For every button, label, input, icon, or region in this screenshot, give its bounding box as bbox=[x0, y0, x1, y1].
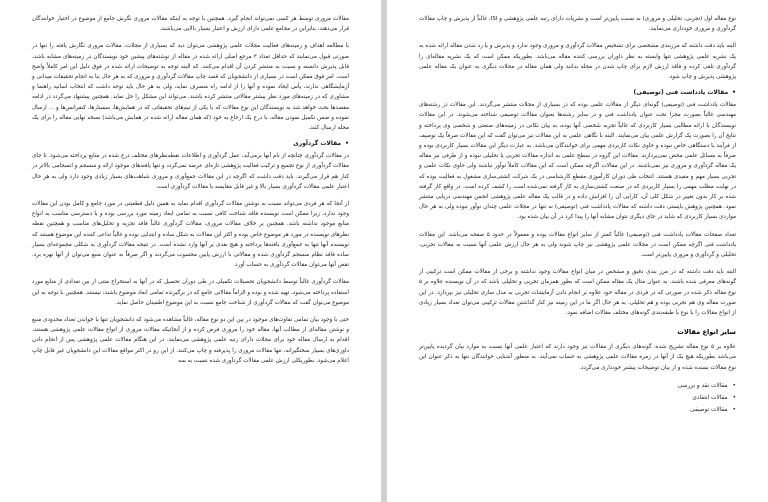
paragraph: مقالات یادداشت فنی (توصیفی) گونه‌ای دیگر از مقالات علمی بوده که در بسیاری از مجلات منتشر می‌گردند. این مقالات در رشته‌های مهندسی غالباً بصورت مجزا تحت عنوان یادداشت فنی و در سایر رشته‌ها بعنوان مقالات توصیفی شناخته می‌شوند. در این مقالات نویسندگان با ارائه مطالبی بسیار کاربردی که غالباً تجربه شخصی آنها بوده، به بیان نکاتی در زمینه‌های صنعتی و شخصی وی پرداخته و نتایج آن را بصورت یک گزارش علمی بیان می‌نمایند. البته با نگاهی علمی به این مقالات نیز می‌توان گفت که این مقالات صرفاً یک توصیف از فرآیند یا دستگاهی خاص نبوده و حاوی نکات کاربردی مهمی برای خوانندگان می‌باشد. به عبارت دیگر این مقالات بسیار کاربردی بوده و صرفاً به مسائل علمی محض نمی‌پردازند. مقالات این گروه در سطح علمی به اندازه مقالات تجربی یا تحلیلی نبوده و از طرفی نیز مقاله یک مقاله گردآوری و مروری نیز نمی‌باشند. در این مقالات اگرچه ممکن است که این مقالات کاملاً نوآور نباشند ولی حاوی نکات علمی و تجربی بسیار مهم و مفیدی هستند. انتخاب طی دوران کارآموزی مقطع کارشناسی در یک شرکت کشتی‌سازی مشغول به فعالیت بوده که در نهایت مطلب مهمی را بسیار کاربردی که در صنعت کشتی‌سازی به کار گرفته نمی‌شده است را کشف کرده است. در واقع کار گرفته شده بر کار بدون تغییر در شکل کلی آن، کارایی آن را افزایش داده و در قالب یک مقاله علمی پژوهشی انجمن مهندسی دریایی منتشر نمود. همچنین پژوهش بایستی دقت داشته که مقالات یادداشت فنی (توصیفی) نه تنها در مجلات علمی چندان نوآور نبوده ولی به هر حال مواردی بسیار کاربردی که شاید در جای دیگری نتوان مشابه آنها را پیدا کرد در آن بیان شده بود. bbox=[419, 102, 736, 221]
subsection-heading: • مقالات یادداشت فنی (توصیفی) bbox=[419, 89, 736, 96]
left-page-body bbox=[32, 14, 349, 366]
right-page bbox=[387, 0, 768, 502]
left-page bbox=[0, 0, 381, 502]
list-item: • مقالات انتقادی bbox=[419, 392, 736, 404]
list-item: • مقالات توصیفی bbox=[419, 404, 736, 416]
list-item: • مقالات نقد و بررسی bbox=[419, 380, 736, 392]
paragraph: در مقالات گردآوری چنانچه از نام آنها برمی‌آید، عمل گردآوری و اطلاعات نقطه‌نظرهای مختلف درج شده در منابع پرداخته می‌شود. تا جای مقالات گردآوری از نوع تجمیع و ترکیب فعالیت پژوهشی تازه‌ای عرضه نمی‌گردد و تنها یافته‌های موجود ارائه و منسجم و انسجامی بالاتر در کنار هم قرار می‌گیرند. باید دقت داشت که اگرچه در این مقالات جمع‌آوری و مروری شباهت‌های بسیار زیادی وجود دارد ولی به هر حال اعتبار علمی مقالات گردآوری بسیار بالا و غیر قابل مقایسه با مقالات گردآوری است. bbox=[32, 153, 349, 190]
right-page-body bbox=[419, 14, 736, 373]
paragraph: با مطالعه اهداف و زمینه‌های فعالیت مجلات علمی پژوهشی می‌توان دید که بسیاری از مجلات، مقالات مروری نگارش یافته را تنها در صورتی قبول می‌نمایند که حداقل تعداد ۳ مرجع اصلی ارائه شده در مقاله از نوشته‌های پیشین خود نویسندگان در زمینه‌های مشابه باشد، قابل پذیرش دانسته و نسبت به منتشر کردن آن اقدام می‌کنند. که البته توجه به توضیحات ارائه شده در فوق دلیل این امر کاملاً واضح است. امر فوق ممکن است در بسیاری از دانشجویان که قصد چاپ مقالات گردآوری و مروری که به هر حال بنا به انجام تحقیقات میدانی و آزمایشگاهی ندارند، یأس ایجاد نموده و آنها را از ادامه راه منصرف نماید، ولی به هر حال باید توجه داشت که انتخاب اساتید راهنما و مشاوری که در زمینه‌های مورد نظر پیشتر مقالاتی منتشر کرده باشند، می‌تواند این مشکل را حل نماید. همچنین پیشنهاد می‌گردد در ادامه مقصد‌ها بحث خواهد شد به نویسندگان این نوع مقالات که با یکی از تیم‌های تحقیقاتی که در همایش‌ها، سمینارها، کنفرانس‌ها و ... ارسال نموده و ضمن تکمیل نمودن مقاله، با درج یک ارجاع به خود (که همان مقاله ارائه شده در همایش می‌باشد) نسخه نهایی مقاله را برای یک مجله ارسال کنند. bbox=[32, 43, 349, 132]
paragraph: حتی با وجود بیان تمامی تفاوت‌های موجود در بین این دو نوع مقاله، غالباً مشاهده می‌شود که دانشجویان تنها با خواندن تعداد محدودی منبع و نوشتن مقاله‌ای از مطالب آنها، مقاله خود را مروری فرض کرده و از آنجائیکه مقالات مروری از انواع مقالات علمی پژوهشی هستند، اقدام به ارسال مقاله خود برای مجلات دارای رتبه علمی پژوهشی می‌نمایند. در این هنگام مقالات علمی پژوهشی پس از انجام دادن داوری‌های بسیار سختگیرانه، تنها مقالات مروری را پذیرفته و چاپ می‌کنند. از این رو در اکثر مواقع مقالات این دانشجویان غیر قابل چاپ اعلام می‌شود. بطوریکلی ارزش علمی مقالات گردآوری شده نسبت به سه bbox=[32, 317, 349, 364]
paragraph: البته باید دقت داشته که مرزبندی مشخصی برای تشخیص مقالات گردآوری و مروری وجود ندارد و پذیرش و یا رد شدن مقاله ارائه شده به یک نشریه علمی پژوهشی تنها وابسته به نظر داوران بررسی کننده مقاله می‌باشد. بطوریکه ممکن است که یک نشریه مقاله‌ای را گردآوری تلقی کرده و فاقد ارزش لازم برای چاپ شدن در مجله بدانند ولی همان مقاله در مجلات دیگری به عنوان یک مقاله علمی پژوهشی پذیرش و چاپ شود. bbox=[419, 43, 736, 81]
paragraph: نوع مقاله اول (تجربی، تحلیلی و مروری) به نسبت پایین‌تر است و نشریات دارای رتبه علمی پژوهشی و ISI، غالباً از پذیرش و چاپ مقالات گردآوری و مروری خودداری می‌نمایند. bbox=[419, 16, 736, 33]
paragraph: مقالات مروری توسط هر کسی نمی‌تواند انجام گیرد. همچنین با توجه به اینکه مقالات مروری نگرش جامع از موضوع در اختیار خوانندگان قرار می‌دهند، بنابراین در مجامع علمی دارای ارزش و اعتبار بسیار بالایی می‌باشند. bbox=[32, 16, 349, 33]
paragraph: علاوه بر ۵ نوع مقاله تشریح شده، گونه‌های دیگری از مقالات نیز وجود دارند که اعتبار علمی آنها نسبت به موارد بیان گردیده پایین‌تر می‌باشد بطوریکه هیچ یک از آنها در زمره مقالات علمی پژوهشی به حساب نمی‌آیند. به منظور آشنایی خوانندگان تنها به ذکر عنوان این نوع مقالات بسنده شده و از بیان توضیحات بیشتر خودداری می‌گردد. bbox=[419, 344, 736, 371]
paragraph: از آنجا که هر فردی می‌تواند نسبت به نوشتن مقالات گردآوری اقدام نماید به همین دلیل قطعیتی در مورد جامع و کامل بودن این مقالات وجود ندارد، زیرا ممکن است نویسنده فاقد شناخت کافی نسبت به تمامی ابعاد زمینه مورد بررسی بوده و یا دسترسی مناسب به انواع منابع موجود نداشته باشد. همچنین بر خلاف مقالات مروری، مقالات گردآوری غالباً فاقد تجزیه و تحلیل‌های مناسب و همچنین نقطه نظرهای نویسنده در مورد هر موضوع خاص بوده و اکثر این مقالات به شکل ساده و ابتدایی بوده و غالباً تداعی کننده این موضوع هستند که نویسنده آنها تنها به جمع‌آوری یافته‌ها پرداخته و هیچ نقدی بر آنها وارد نشده است. در نتیجه مقالات گردآوری به شکلی مجموعه‌ای بسیار ساده فاقد نظام منسجم گردآوری شده و مقالاتی با ارزش پایین محسوب می‌گردند و اگر صرفاً به عنوان منبع می‌توان از آنها بهره برد. نقض آنها می‌توان مقالات گردآوری به حساب آورد. bbox=[32, 201, 349, 269]
section-heading: سایر انواع مقالات bbox=[677, 328, 736, 337]
paragraph: تعداد صفحات مقالات یادداشت فنی (توصیفی) غالباً کمتر از سایر انواع مقالات بوده و معمولاً در حدود ۵ صفحه می‌باشد. این مقالات یادداشت فنی اگرچه ممکن است در مجلات علمی پژوهشی نیز چاپ شوند ولی به هر حال ارزش علمی آنها نسبت به مقالات تجربی، تحلیلی و گردآوری و مروری پایین‌تر است. bbox=[419, 231, 737, 259]
subsection-heading: • مقالات گردآوری bbox=[32, 140, 349, 147]
other-types-list bbox=[419, 380, 736, 416]
paragraph: مقالات گردآوری غالباً توسط دانشجویان تحصیلات تکمیلی در طی دوران تحصیل که در آنها به استخراج متنی از بین تعدادی از منابع مورد استفاده پرداخته می‌شود، تهیه شده و بوده و الزاماً مقالاتی جامع که در برگیرنده تمامی ابعاد موضوع باشند، نیستند. همچنین با توجه به این موضوع می‌توان گفت که مقالات گردآوری از شناخت جامع نسبت به این موضوع اطمینان حاصل نماید. bbox=[32, 279, 349, 306]
paragraph: البته باید دقت داشته که در مرز بندی دقیق و مشخص در میان انواع مقالات وجود نداشته و برخی از مقالات ممکن است ترکیبی از گونه‌های معرفی شده باشند. به عنوان مثال یک مقاله ممکن است که بطور همزمان تجربی و تحلیلی باشد که در آن نویسنده علاوه بر ۵ نوع مقاله ذکر شده در صورتی که در فردی در مقاله خود علاوه بر انجام دادن آزمایشات تجربی به مدل سازی تحلیلی نیز بپردازد. در این صورت مقاله وی هم تجربی بوده و هم تحلیلی. به هر حال اگر ما در این زمینه نیز کنار گذاشتن مقالات ترکیبی می‌توان تعداد بسیار زیادی از انواع مقالات را با نوع یا طبقه‌بندی گونه‌های مختلف مقالات اضافه نمود. bbox=[419, 269, 736, 317]
